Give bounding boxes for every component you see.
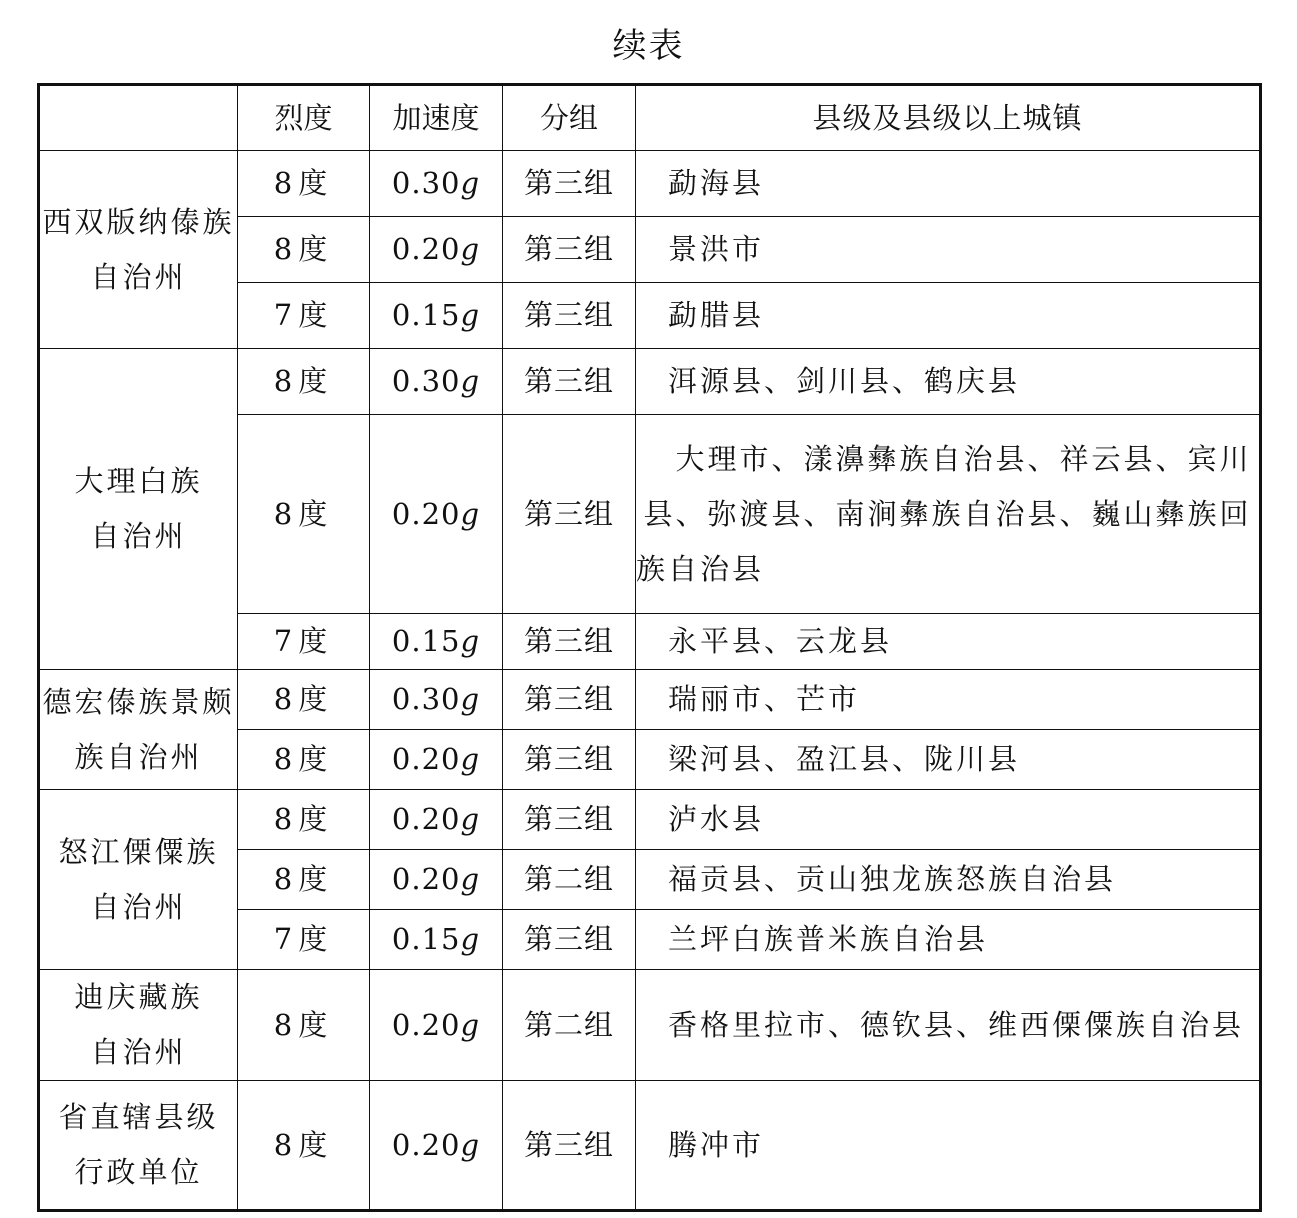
acceleration-unit: g <box>460 1007 481 1042</box>
acceleration-unit: g <box>460 1127 481 1162</box>
intensity-cell: 7度 <box>238 910 370 970</box>
table-row <box>39 349 1261 415</box>
acceleration-value: 0.20 <box>391 862 461 896</box>
table-row <box>39 151 1261 217</box>
table-row <box>39 670 1261 730</box>
acceleration-value: 0.20 <box>391 742 461 776</box>
towns-cell <box>636 790 1261 850</box>
group-cell: 第三组 <box>503 910 636 970</box>
towns-text: 大理市、漾濞彝族自治县、祥云县、宾川县、弥渡县、南涧彝族自治县、巍山彝族回族自治县 <box>636 441 1252 586</box>
intensity-cell: 7度 <box>238 283 370 349</box>
acceleration-cell <box>370 970 503 1081</box>
acceleration-unit: g <box>460 624 481 658</box>
intensity-cell: 8度 <box>238 850 370 910</box>
acceleration-unit: g <box>460 364 481 398</box>
acceleration-value: 0.20 <box>391 802 461 836</box>
towns-cell <box>636 283 1261 349</box>
towns-text: 勐腊县 <box>668 298 765 332</box>
towns-cell <box>636 349 1261 415</box>
towns-text: 福贡县、贡山独龙族怒族自治县 <box>668 862 1117 896</box>
acceleration-unit: g <box>460 166 481 200</box>
acceleration-cell <box>370 217 503 283</box>
towns-text: 勐海县 <box>668 166 765 200</box>
towns-cell <box>636 670 1261 730</box>
towns-cell <box>636 730 1261 790</box>
group-cell: 第三组 <box>503 1081 636 1211</box>
region-text: 怒江傈僳族自治州 <box>58 834 219 924</box>
acceleration-cell <box>370 1081 503 1211</box>
acceleration-unit: g <box>460 298 481 332</box>
acceleration-value: 0.15 <box>391 298 461 332</box>
acceleration-cell <box>370 614 503 670</box>
towns-text: 兰坪白族普米族自治县 <box>668 922 989 956</box>
intensity-cell: 8度 <box>238 730 370 790</box>
intensity-cell: 7度 <box>238 614 370 670</box>
header-region <box>39 85 238 151</box>
acceleration-cell <box>370 151 503 217</box>
acceleration-value: 0.15 <box>391 624 461 658</box>
group-cell: 第三组 <box>503 415 636 614</box>
acceleration-cell <box>370 670 503 730</box>
intensity-cell: 8度 <box>238 217 370 283</box>
towns-text: 景洪市 <box>668 232 765 266</box>
region-text: 迪庆藏族自治州 <box>74 980 203 1069</box>
towns-cell <box>636 415 1261 614</box>
header-group: 分组 <box>503 85 636 151</box>
table-row <box>39 1081 1261 1211</box>
towns-cell <box>636 614 1261 670</box>
acceleration-value: 0.20 <box>391 496 461 531</box>
towns-text: 香格里拉市、德钦县、维西傈僳族自治县 <box>668 1007 1245 1042</box>
acceleration-unit: g <box>460 802 481 836</box>
acceleration-value: 0.15 <box>391 922 461 956</box>
acceleration-cell <box>370 850 503 910</box>
region-cell: 西双版纳傣族自治州 <box>39 151 238 349</box>
intensity-cell: 8度 <box>238 790 370 850</box>
intensity-cell: 8度 <box>238 151 370 217</box>
acceleration-cell <box>370 349 503 415</box>
region-cell <box>39 790 238 970</box>
header-acceleration: 加速度 <box>370 85 503 151</box>
group-cell: 第三组 <box>503 151 636 217</box>
acceleration-value: 0.20 <box>391 1127 461 1162</box>
towns-cell <box>636 850 1261 910</box>
towns-text: 泸水县 <box>668 802 765 836</box>
seismic-table <box>37 83 1262 1212</box>
region-text: 省直辖县级行政单位 <box>58 1100 219 1189</box>
intensity-cell: 8度 <box>238 349 370 415</box>
group-cell: 第二组 <box>503 970 636 1081</box>
towns-text: 腾冲市 <box>668 1127 765 1162</box>
acceleration-value: 0.30 <box>391 166 461 200</box>
acceleration-value: 0.20 <box>391 232 461 266</box>
towns-cell <box>636 970 1261 1081</box>
acceleration-value: 0.30 <box>391 682 461 716</box>
intensity-cell: 8度 <box>238 670 370 730</box>
table-header <box>39 85 1261 151</box>
header-towns: 县级及县级以上城镇 <box>636 85 1261 151</box>
region-cell: 德宏傣族景颇族自治州 <box>39 670 238 790</box>
group-cell: 第三组 <box>503 730 636 790</box>
acceleration-unit: g <box>460 232 481 266</box>
table-row <box>39 790 1261 850</box>
header-row <box>39 85 1261 151</box>
group-cell: 第三组 <box>503 217 636 283</box>
acceleration-cell <box>370 415 503 614</box>
acceleration-cell <box>370 283 503 349</box>
intensity-cell: 8度 <box>238 970 370 1081</box>
table-row <box>39 970 1261 1081</box>
acceleration-value: 0.30 <box>391 364 461 398</box>
towns-text: 瑞丽市、芒市 <box>668 682 861 716</box>
towns-cell <box>636 151 1261 217</box>
group-cell: 第二组 <box>503 850 636 910</box>
table-body <box>39 151 1261 1211</box>
region-cell <box>39 1081 238 1211</box>
table-title: 续表 <box>612 26 685 66</box>
acceleration-unit: g <box>460 742 481 776</box>
acceleration-unit: g <box>460 922 481 956</box>
region-text: 大理白族自治州 <box>74 464 203 553</box>
group-cell: 第三组 <box>503 670 636 730</box>
group-cell: 第三组 <box>503 790 636 850</box>
group-cell: 第三组 <box>503 283 636 349</box>
header-intensity: 烈度 <box>238 85 370 151</box>
region-cell <box>39 349 238 670</box>
intensity-cell: 8度 <box>238 1081 370 1211</box>
group-cell: 第三组 <box>503 349 636 415</box>
acceleration-value: 0.20 <box>391 1007 461 1042</box>
towns-cell <box>636 1081 1261 1211</box>
intensity-cell: 8度 <box>238 415 370 614</box>
acceleration-cell <box>370 910 503 970</box>
towns-cell <box>636 910 1261 970</box>
group-cell: 第三组 <box>503 614 636 670</box>
towns-text: 洱源县、剑川县、鹤庆县 <box>668 364 1021 398</box>
acceleration-cell <box>370 790 503 850</box>
towns-text: 梁河县、盈江县、陇川县 <box>668 742 1021 776</box>
towns-cell <box>636 217 1261 283</box>
region-cell <box>39 970 238 1081</box>
acceleration-cell <box>370 730 503 790</box>
acceleration-unit: g <box>460 496 481 531</box>
acceleration-unit: g <box>460 682 481 716</box>
towns-text: 永平县、云龙县 <box>668 624 893 658</box>
acceleration-unit: g <box>460 862 481 896</box>
